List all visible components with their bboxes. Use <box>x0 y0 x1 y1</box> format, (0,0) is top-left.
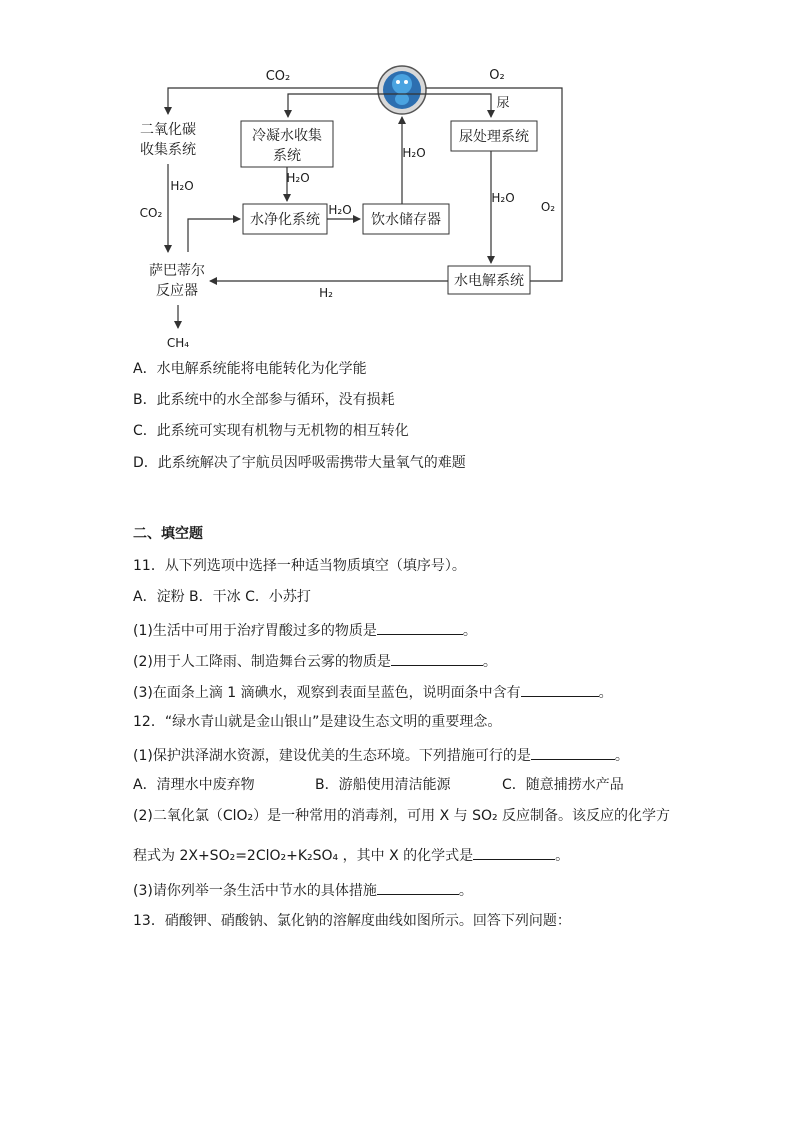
q12-option-c: C．随意捕捞水产品 <box>502 777 624 793</box>
q11-choices: A．淀粉 B．干冰 C．小苏打 <box>133 589 311 605</box>
period: 。 <box>462 623 477 639</box>
q12-part3-text: (3)请你列举一条生活中节水的具体措施 <box>133 883 377 899</box>
h2-label: H₂ <box>319 286 333 300</box>
h2o-urine-label: H₂O <box>491 191 515 205</box>
q12-part3 <box>133 880 473 900</box>
q12-stem: 12．“绿水青山就是金山银山”是建设生态文明的重要理念。 <box>133 714 502 730</box>
urine-label: 尿 <box>496 96 510 111</box>
period: 。 <box>458 883 473 899</box>
q13-stem: 13．硝酸钾、硝酸钠、氯化钠的溶解度曲线如图所示。回答下列问题： <box>133 913 571 929</box>
co2-collect-line2: 收集系统 <box>140 142 196 158</box>
period: 。 <box>482 654 497 670</box>
answer-blank[interactable] <box>521 682 599 697</box>
o2-top-label: O₂ <box>489 68 505 83</box>
h2o-condense-label: H₂O <box>286 171 310 185</box>
q11-part2 <box>133 651 497 671</box>
q11-part1 <box>133 620 477 640</box>
answer-blank[interactable] <box>531 745 615 760</box>
q12-options <box>133 776 624 794</box>
condense-line2: 系统 <box>273 148 301 164</box>
q12-part1 <box>133 745 629 765</box>
storage-label: 饮水储存器 <box>371 212 441 228</box>
q12-option-a: A．清理水中废弃物 <box>133 777 255 793</box>
co2-top-label: CO₂ <box>265 69 291 84</box>
section-heading: 二、填空题 <box>133 526 203 542</box>
option-b: B．此系统中的水全部参与循环，没有损耗 <box>133 392 395 408</box>
co2-left-label: CO₂ <box>139 206 163 220</box>
period: 。 <box>598 685 613 701</box>
space-station-water-cycle-diagram <box>0 0 794 360</box>
condense-line1: 冷凝水收集 <box>252 128 322 144</box>
q12-equation-text: 程式为 2X+SO₂=2ClO₂+K₂SO₄ ，其中 X 的化学式是 <box>133 848 474 864</box>
co2-collect-line1: 二氧化碳 <box>140 122 196 138</box>
purify-label: 水净化系统 <box>250 212 320 228</box>
urine-system-label: 尿处理系统 <box>459 129 529 145</box>
o2-right-label: O₂ <box>540 200 556 214</box>
option-d: D．此系统解决了宇航员因呼吸需携带大量氧气的难题 <box>133 455 466 471</box>
sabatier-to-purify-arrow <box>188 219 240 252</box>
q12-part1-text: (1)保护洪泽湖水资源，建设优美的生态环境。下列措施可行的是 <box>133 748 531 764</box>
h2o-storage-label: H₂O <box>402 146 426 160</box>
q12-option-b: B．游船使用清洁能源 <box>315 777 451 793</box>
period: 。 <box>614 748 629 764</box>
h2o-left-label: H₂O <box>170 179 194 193</box>
o2-return-line <box>426 88 562 281</box>
q11-part2-text: (2)用于人工降雨、制造舞台云雾的物质是 <box>133 654 391 670</box>
electrolysis-label: 水电解系统 <box>454 273 524 289</box>
answer-blank[interactable] <box>377 880 459 895</box>
q12-part2-line1: (2)二氧化氯（ClO₂）是一种常用的消毒剂，可用 X 与 SO₂ 反应制备。该反应的化学方 <box>133 808 671 824</box>
option-a: A．水电解系统能将电能转化为化学能 <box>133 361 367 377</box>
option-c: C．此系统可实现有机物与无机物的相互转化 <box>133 423 409 439</box>
answer-blank[interactable] <box>473 845 555 860</box>
q11-part3-text: (3)在面条上滴 1 滴碘水，观察到表面呈蓝色，说明面条中含有 <box>133 685 521 701</box>
q11-part1-text: (1)生活中可用于治疗胃酸过多的物质是 <box>133 623 377 639</box>
sabatier-line2: 反应器 <box>156 283 198 299</box>
answer-blank[interactable] <box>377 620 463 635</box>
q11-stem: 11．从下列选项中选择一种适当物质填空（填序号）。 <box>133 558 466 574</box>
answer-blank[interactable] <box>391 651 483 666</box>
h2o-purify-label: H₂O <box>328 203 352 217</box>
ch4-label: CH₄ <box>166 336 190 350</box>
period: 。 <box>555 848 570 864</box>
astronaut-mascot-icon <box>378 66 426 114</box>
q11-part3 <box>133 682 613 702</box>
q12-part2-line2 <box>133 845 569 865</box>
co2-top-arrow <box>168 88 378 114</box>
sabatier-line1: 萨巴蒂尔 <box>149 263 205 279</box>
